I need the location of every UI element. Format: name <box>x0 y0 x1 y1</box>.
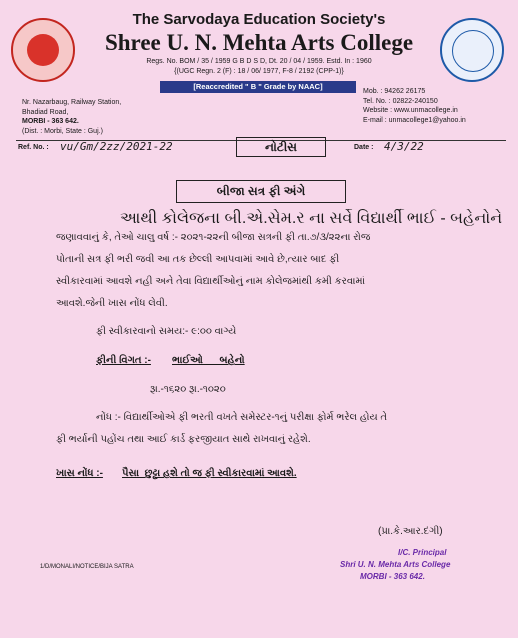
time-line: ફી સ્વીકારવાનો સમય:- ૯:૦૦ વાગ્યે <box>96 326 237 337</box>
telephone-number: Tel. No. : 02822-240150 <box>363 97 438 105</box>
mobile-number: Mob. : 94262 26175 <box>363 88 426 95</box>
college-name: Shree U. N. Mehta Arts College <box>104 30 414 55</box>
address-line: MORBI - 363 642. <box>22 118 79 125</box>
body-line: આથી કોલેજના બી.એ.સેમ.ર ના સર્વે વિદ્યાર્થી ભાઈ - બહેનોને <box>120 210 503 227</box>
address-line: Bhadiad Road, <box>22 108 69 116</box>
principal-stamp-city: MORBI - 363 642. <box>360 572 425 581</box>
body-line: સ્વીકારવામાં આવશે નહી અને તેવા વિદ્યાર્થીઓનું નામ કોલેજમાંથી કમી કરવામાં <box>56 276 366 287</box>
detail-label: ફીની વિગત :- <box>96 355 151 366</box>
fee-amounts: રૂા.-૧૬૨૦ રૂા.-૧૦૨૦ <box>150 384 226 395</box>
body-line: જણાવવાનું કે, તેઓ ચાલુ વર્ષ :- ૨૦૨૧-૨૨ની બીજા સત્રની ફી તા.૭/૩/૨૨ના રોજ <box>56 232 371 243</box>
body-line: આવશે.જેની ખાસ નોંધ લેવી. <box>56 298 168 309</box>
college-address <box>22 98 121 136</box>
date-label: Date : <box>354 144 374 151</box>
subject-box: બીજા સત્ર ફી અંગે <box>176 180 346 203</box>
email: E-mail : unmacollege1@yahoo.in <box>363 116 466 124</box>
society-name: The Sarvodaya Education Society's <box>132 11 386 28</box>
naac-badge: [Reaccredited " B " Grade by NAAC] <box>160 81 356 93</box>
address-line: (Dist. : Morbi, State : Guj.) <box>22 127 103 135</box>
ref-label: Ref. No. : <box>18 144 49 151</box>
file-reference: 1/D/MONALI/NOTICE/BIJA SATRA <box>40 564 134 570</box>
signatory-name: (પ્રા.કે.આર.દંગી) <box>378 526 443 537</box>
registration-line: Regs. No. BOM / 35 / 1959 G B D S D, Dt. 20 / 04 / 1959. Estd. In : 1960 <box>146 58 372 65</box>
date-value: 4/3/22 <box>384 140 424 153</box>
note-line: નોંધ :- વિદ્યાર્થીઓએ ફી ભરતી વખતે સમેસ્ટર-૧નું પરીક્ષા ફોર્મ ભરેલ હોય તે <box>96 412 388 423</box>
principal-stamp-college: Shri U. N. Mehta Arts College <box>340 560 451 569</box>
ugc-line: {(UGC Regn. 2 (F) : 18 / 06/ 1977, F-8 / 2192 (CPP-1)} <box>174 68 344 75</box>
address-line: Nr. Nazarbaug, Railway Station, <box>22 99 122 106</box>
ref-value: vu/Gm/2zz/2021-22 <box>60 140 173 153</box>
notice-title: નોટીસ <box>236 137 326 157</box>
principal-stamp-title: I/C. Principal <box>398 548 447 557</box>
note-line: ફી ભર્યાની પહોંચ તથા આઈ કાર્ડ ફરજીયાત સાથે રાખવાનું રહેશે. <box>56 434 311 445</box>
body-line: પોતાની સત્ર ફી ભરી જવી આ તક છેલ્લી આપવામાં આવે છે,ત્યાર બાદ ફી <box>56 254 340 265</box>
special-note-text: પૈસા છુટ્ટા હશે તો જ ફી સ્વીકારવામાં આવશે. <box>122 468 297 479</box>
special-note-label: ખાસ નોંધ :- <box>56 468 103 479</box>
contact-block <box>363 87 466 125</box>
website: Website : www.unmacollege.in <box>363 107 458 115</box>
detail-values: ભાઈઓ બહેનો <box>172 355 245 366</box>
